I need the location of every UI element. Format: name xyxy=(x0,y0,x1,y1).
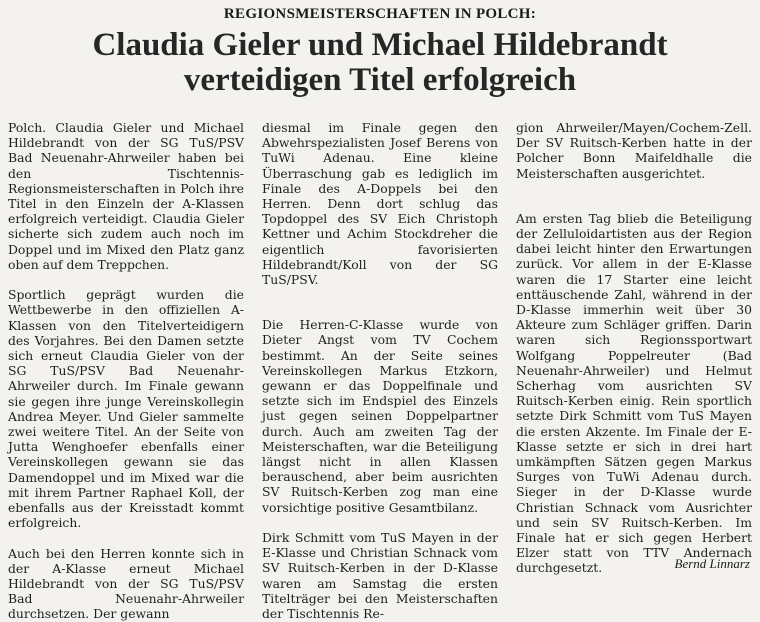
headline-line-2: verteidigen Titel erfolgreich xyxy=(183,62,577,98)
headline-line-1: Claudia Gieler und Michael Hildebrandt xyxy=(92,27,668,63)
text-column-2 xyxy=(262,120,498,621)
author-byline: Bernd Linnarz xyxy=(674,556,750,571)
paragraph: Die Herren-C-Klasse wurde von Dieter Angst vom TV Cochem bestimmt. An der Seite seines Vereinskollegen Markus Etzkorn, gewann er das Doppelfinale und setzte sich im Endspiel des Einzels just gegen seinen Doppelpartner durch. Auch am zweiten Tag der Meisterschaften, war die Beteiligung längst nicht in allen Klassen berauschend, aber beim ausrichten SV Ruitsch-Kerben zog man eine vorsichtige positive Gesamtbilanz. xyxy=(262,317,498,515)
paragraph: Dirk Schmitt vom TuS Mayen in der E-Klasse und Christian Schnack vom SV Ruitsch-Kerben in der D-Klasse waren am Samstag die ersten Titelträger bei den Meisterschaften der Tischtennis Re- xyxy=(262,530,498,622)
paragraph: gion Ahrweiler/Mayen/Cochem-Zell. Der SV Ruitsch-Kerben hatte in der Polcher Bonn Maifeldhalle die Meisterschaften ausgerichtet. xyxy=(516,120,752,181)
article-kicker: REGIONSMEISTERSCHAFTEN IN POLCH: xyxy=(223,6,537,22)
paragraph: Auch bei den Herren konnte sich in der A-Klasse erneut Michael Hildebrandt von der SG TuS/PSV Bad Neuenahr-Ahrweiler durchsetzen. Der gewann xyxy=(8,545,244,622)
text-column-3 xyxy=(516,120,752,576)
text-column-1 xyxy=(8,120,244,622)
paragraph: Sportlich geprägt wurden die Wettbewerbe in den offiziellen A-Klassen von den Titelverteidigern des Vorjahres. Bei den Damen setzte sich erneut Claudia Gieler von der SG TuS/PSV Bad Neuenahr-Ahrweiler durch. Im Finale gewann sie gegen ihre junge Vereinskollegin Andrea Meyer. Und Gieler sammelte zwei weitere Titel. An der Seite von Jutta Wenghoefer ebenfalls einer Vereinskollegen gewann sie das Damendoppel und im Mixed war die mit ihrem Partner Raphael Koll, der ebenfalls aus der Kreisstadt kommt erfolgreich. xyxy=(8,287,244,531)
paragraph: Polch. Claudia Gieler und Michael Hildebrandt von der SG TuS/PSV Bad Neuenahr-Ahrweiler haben bei den Tischtennis-Regionsmeisterschaften in Polch ihre Titel in den Einzeln der A-Klassen erfolgreich verteidigt. Claudia Gieler sicherte sich zudem auch noch im Doppel und im Mixed den Platz ganz oben auf dem Treppchen. xyxy=(8,120,244,272)
paragraph: diesmal im Finale gegen den Abwehrspezialisten Josef Berens von TuWi Adenau. Eine kleine Überraschung gab es lediglich im Finale des A-Doppels bei den Herren. Denn dort schlug das Topdoppel des SV Eich Christoph Kettner und Achim Stockdreher die eigentlich favorisierten Hildebrandt/Koll von der SG TuS/PSV. xyxy=(262,120,498,288)
article-headline xyxy=(0,28,760,98)
paragraph: Am ersten Tag blieb die Beteiligung der Zelluloidartisten aus der Region dabei leicht hinter den Erwartungen zurück. Vor allem in der E-Klasse waren die 17 Starter eine leicht enttäuschende Zahl, während in der D-Klasse immerhin weit über 30 Akteure zum Schläger griffen. Darin waren sich Regionssportwart Wolfgang Poppelreuter (Bad Neuenahr-Ahrweiler) und Helmut Scherhag vom ausrichten SV Ruitsch-Kerben einig. Rein sportlich setzte Dirk Schmitt vom TuS Mayen die ersten Akzente. Im Finale der E-Klasse setzte er sich in drei hart umkämpften Sätzen gegen Markus Surges von TuWi Adenau durch. Sieger in der D-Klasse wurde Christian Schnack vom Ausrichter und sein SV Ruitsch-Kerben. Im Finale hat er sich gegen Herbert Elzer statt von TTV Andernach durchgesetzt. xyxy=(516,210,752,576)
